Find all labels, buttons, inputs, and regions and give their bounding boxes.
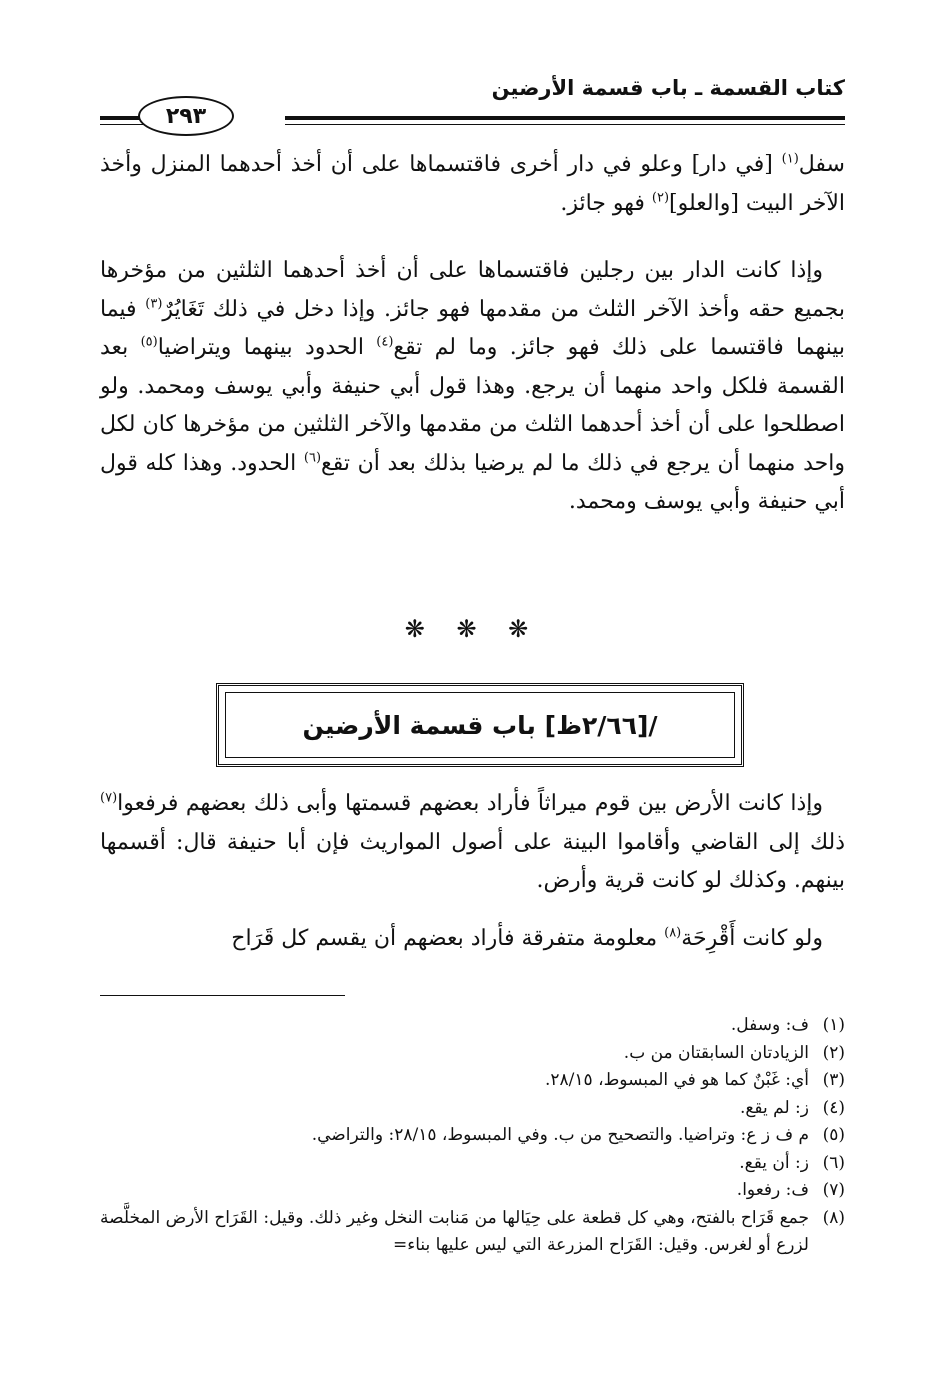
footnote [100,1095,845,1123]
footnote-number: (٢) [822,1042,845,1063]
footnote-text: الزيادتان السابقتان من ب. [623,1042,809,1063]
text: وإذا كانت الأرض بين قوم ميراثاً فأراد بعضهم قسمتها وأبى ذلك بعضهم فرفعوا [117,791,823,816]
text: وإذا كانت الدار بين رجلين فاقتسماها على أن أخذ أحدهما الثلثين من مؤخرها بجميع حقه وأخذ الآخر الثلث من مقدمها فهو جائز. وإذا دخل في ذلك تَغَايُرٌ [100,258,845,322]
chapter-heading-frame [216,683,744,767]
footnote [100,1012,845,1040]
footnote-ref[interactable]: (٤) [376,334,394,350]
footnote [100,1177,845,1205]
paragraph-2 [100,252,845,522]
text: فهو جائز. [560,190,652,216]
footnote-number: (٣) [822,1070,845,1090]
text: فيما بينهما فاقتسما على ذلك فهو جائز. وما لم تقع [100,296,846,360]
text: ذلك إلى القاضي وأقاموا البينة على أصول المواريث فإن أبا حنيفة قال: أقسمها بينهم. وكذلك لو كانت قرية وأرض. [100,829,845,893]
footnote-ref[interactable]: (٥) [140,334,158,350]
section-ornaments: ❋ ❋ ❋ [404,615,541,643]
paragraph-4 [100,920,845,959]
footnote-number: (٦) [822,1152,845,1173]
header-rule [285,116,845,120]
text: معلومة متفرقة فأراد بعضهم أن يقسم كل قَرَاح [231,926,665,951]
footnote-text: جمع قَرَاح بالفتح، وهي كل قطعة على حِيَالها من مَنابت النخل وغير ذلك. وقيل: القَرَاح الأرض المخلَّصة لزرع أو لغرس. وقيل: القَرَاح المزرعة التي ليس عليها بناء= [100,1207,809,1255]
footnote-text: ز: لم يقع. [739,1097,809,1118]
footnote-text: م ف ز ع: وتراضيا. والتصحيح من ب. وفي المبسوط، ٢٨/١٥: والتراضي. [311,1125,809,1145]
footnote-number: (١) [822,1015,845,1035]
footnote-text: أي: غَبْنٌ كما هو في المبسوط، ٢٨/١٥. [545,1070,809,1090]
page-number: ٢٩٣ [138,96,234,136]
footnotes [100,1012,845,1260]
text: ولو كانت أَقْرِحَة [681,926,823,951]
footnote-ref[interactable]: (٢) [651,190,670,206]
footnote [100,1122,845,1150]
chapter-title: /[٢/٦٦ظ] باب قسمة الأرضين [302,710,658,740]
footnote [100,1067,845,1095]
footnote-text: ز: أن يقع. [739,1152,809,1173]
footnote-ref[interactable]: (٧) [100,790,118,806]
text: الحدود بينهما ويتراضيا [157,335,377,360]
footnote-ref[interactable]: (٣) [145,296,163,312]
footnote-text: ف: وسفل. [730,1015,809,1035]
footnote [100,1205,845,1260]
footnote-ref[interactable]: (١) [781,151,799,167]
footnote [100,1150,845,1178]
chapter-heading-inner [225,692,735,758]
paragraph-3 [100,785,845,901]
footnote-text: ف: رفعوا. [736,1180,809,1200]
footnote-number: (٤) [822,1097,845,1118]
text: سفل [798,152,845,177]
text: بعد القسمة فلكل واحد منهما أن يرجع. وهذا قول أبي حنيفة وأبي يوسف ومحمد. ولو اصطلحوا على أن أخذ أحدهما الثلث من مقدمها والآخر الثلثين من مؤخرها كان لكل واحد منهما أن يرجع في ذلك ما لم يرضيا بذلك بعد أن تقع [100,335,845,476]
paragraph-1 [100,146,845,223]
footnote-number: (٨) [822,1207,845,1228]
footnote-number: (٧) [822,1180,845,1200]
running-title: كتاب القسمة ـ باب قسمة الأرضين [491,76,845,100]
footnote-number: (٥) [822,1125,845,1145]
footnote-ref[interactable]: (٨) [664,925,682,941]
footnote-separator [100,995,345,996]
text: [في دار] وعلو في دار أخرى فاقتسماها على أن أخذ أحدهما المنزل وأخذ الآخر البيت [والعلو] [100,152,845,216]
text: الحدود. وهذا كله قول أبي حنيفة وأبي يوسف ومحمد. [100,450,845,514]
footnote-ref[interactable]: (٦) [303,450,322,466]
footnote [100,1040,845,1068]
header-rule-thin [285,124,845,125]
